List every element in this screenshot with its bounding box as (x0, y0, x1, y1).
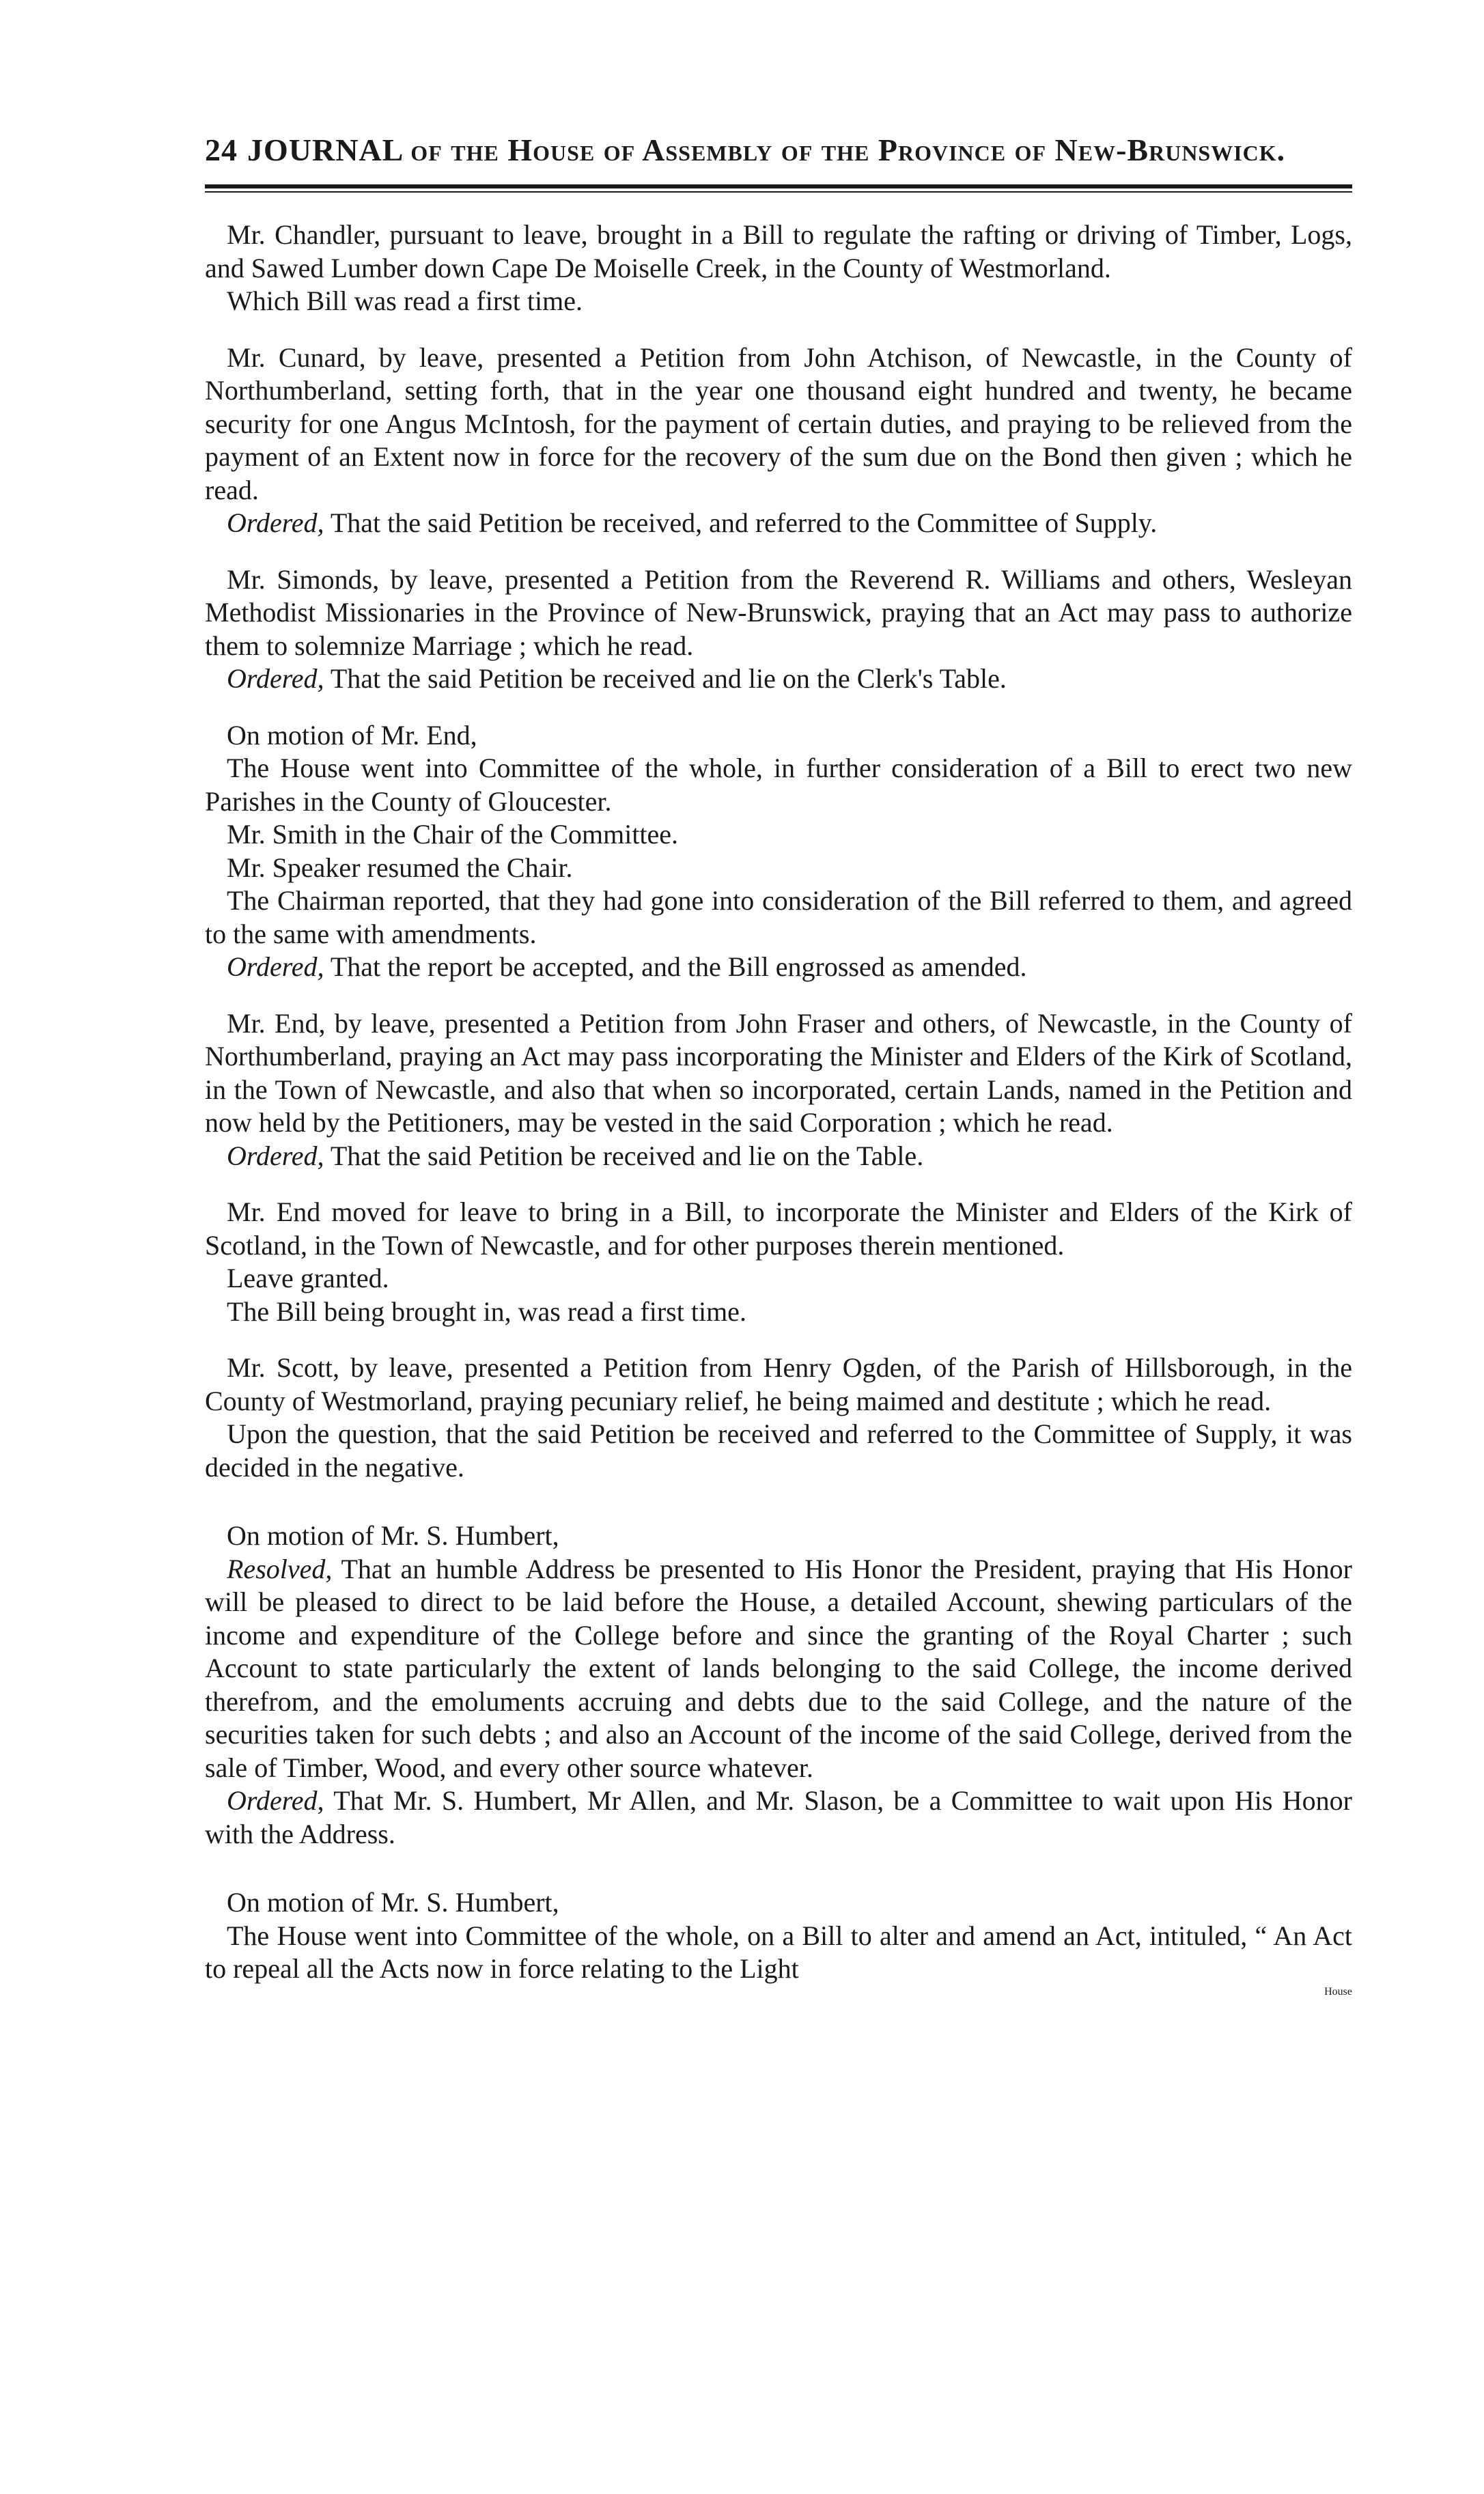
journal-entry (205, 1140, 1352, 1173)
journal-entry (205, 1553, 1352, 1785)
journal-entry (205, 1295, 1352, 1329)
entry-lead: Ordered, (227, 1785, 324, 1816)
entry-text: On motion of Mr. S. Humbert, (227, 1520, 559, 1551)
entry-text: Mr. Cunard, by leave, presented a Petition from John Atchison, of Newcastle, in the County of Northumberland, setting forth, that in the year one thousand eight hundred and twenty, he became security for one Angus McIntosh, for the payment of certain duties, and praying to be relieved from the payment of an Extent now in force for the recovery of the sum due on the Bond then given ; which he read. (205, 341, 1352, 505)
entry-text: Upon the question, that the said Petition be received and referred to the Committee of Supply, it was decided in the negative. (205, 1418, 1352, 1483)
journal-entry (205, 752, 1352, 818)
entry-text: Mr. End moved for leave to bring in a Bill, to incorporate the Minister and Elders of the Kirk of Scotland, in the Town of Newcastle, and for other purposes therein mentioned. (205, 1196, 1352, 1261)
journal-entry (205, 951, 1352, 984)
catchword: House (1324, 1985, 1352, 1998)
journal-entry (205, 662, 1352, 696)
entry-text: Mr. Scott, by leave, presented a Petition from Henry Ogden, of the Parish of Hillsborough, in the County of Westmorland, praying pecuniary relief, he being maimed and destitute ; which he read. (205, 1352, 1352, 1416)
entry-text: That the said Petition be received and lie on the Clerk's Table. (324, 663, 1007, 694)
journal-entry (205, 1920, 1352, 1986)
entry-text: That Mr. S. Humbert, Mr Allen, and Mr. Slason, be a Committee to wait upon His Honor with the Address. (205, 1785, 1352, 1849)
journal-entry (205, 507, 1352, 540)
journal-page (205, 130, 1352, 1998)
header-rule-thin (205, 191, 1352, 193)
entry-text: Mr. Smith in the Chair of the Committee. (227, 819, 679, 850)
journal-title: JOURNAL of the House of Assembly of the Province of New-Brunswick. (247, 132, 1286, 167)
running-head (205, 130, 1352, 171)
journal-entry (205, 818, 1352, 852)
entry-text: On motion of Mr. S. Humbert, (227, 1887, 559, 1918)
journal-entry (205, 1784, 1352, 1851)
entry-lead: Ordered, (227, 663, 324, 694)
page-number: 24 (205, 132, 238, 167)
journal-entry (205, 1351, 1352, 1418)
journal-entry (205, 563, 1352, 663)
entry-text: On motion of Mr. End, (227, 719, 477, 751)
entry-text: The House went into Committee of the whole, in further consideration of a Bill to erect two new Parishes in the County of Gloucester. (205, 753, 1352, 817)
journal-entry (205, 719, 1352, 753)
journal-entry (205, 1519, 1352, 1553)
entry-text: Mr. End, by leave, presented a Petition from John Fraser and others, of Newcastle, in the County of Northumberland, praying an Act may pass incorporating the Minister and Elders of the Kirk of Scotland, in the Town of Newcastle, and also that when so incorporated, certain Lands, named in the Petition and now held by the Petitioners, may be vested in the said Corporation ; which he read. (205, 1007, 1352, 1138)
entry-text: That the report be accepted, and the Bill engrossed as amended. (324, 951, 1027, 982)
entry-lead: Ordered, (227, 951, 324, 982)
entry-lead: Ordered, (227, 507, 324, 538)
journal-entry (205, 1262, 1352, 1295)
entry-text: The Bill being brought in, was read a first time. (227, 1295, 746, 1327)
entry-text: Mr. Simonds, by leave, presented a Petition from the Reverend R. Williams and others, Wesleyan Methodist Missionaries in the Province of New-Brunswick, praying that an Act may pass to authorize them to solemnize Marriage ; which he read. (205, 563, 1352, 661)
entry-text: That the said Petition be received and lie on the Table. (324, 1140, 924, 1171)
entry-lead: Resolved, (227, 1553, 333, 1584)
entry-text: That an humble Address be presented to His Honor the President, praying that His Honor will be pleased to direct to be laid before the House, a detailed Account, shewing particulars of the income and expenditure of the College before and since the granting of the Royal Charter ; such Account to state particularly the extent of lands belonging to the said College, the income derived therefrom, and the emoluments accruing and debts due to the said College, and the nature of the securities taken for such debts ; and also an Account of the income of the said College, derived from the sale of Timber, Wood, and every other source whatever. (205, 1553, 1352, 1783)
entry-text: Mr. Speaker resumed the Chair. (227, 852, 573, 883)
journal-entry (205, 884, 1352, 951)
journal-entry (205, 1886, 1352, 1920)
header-rule-thick (205, 184, 1352, 188)
journal-entry (205, 341, 1352, 507)
entry-lead: Ordered, (227, 1140, 324, 1171)
entry-text: That the said Petition be received, and referred to the Committee of Supply. (324, 507, 1158, 538)
entry-text: Which Bill was read a first time. (227, 285, 583, 316)
entry-text: The Chairman reported, that they had gone into consideration of the Bill referred to them, and agreed to the same with amendments. (205, 885, 1352, 949)
journal-entry (205, 1418, 1352, 1484)
journal-entry (205, 219, 1352, 285)
entry-text: Mr. Chandler, pursuant to leave, brought in a Bill to regulate the rafting or driving of Timber, Logs, and Sawed Lumber down Cape De Moiselle Creek, in the County of Westmorland. (205, 219, 1352, 283)
journal-entry (205, 1196, 1352, 1262)
entry-text: The House went into Committee of the whole, on a Bill to alter and amend an Act, intituled, “ An Act to repeal all the Acts now in force relating to the Light (205, 1920, 1352, 1984)
journal-entry (205, 1007, 1352, 1140)
journal-entry (205, 852, 1352, 885)
journal-entry (205, 285, 1352, 318)
journal-body (205, 219, 1352, 1986)
entry-text: Leave granted. (227, 1263, 389, 1293)
